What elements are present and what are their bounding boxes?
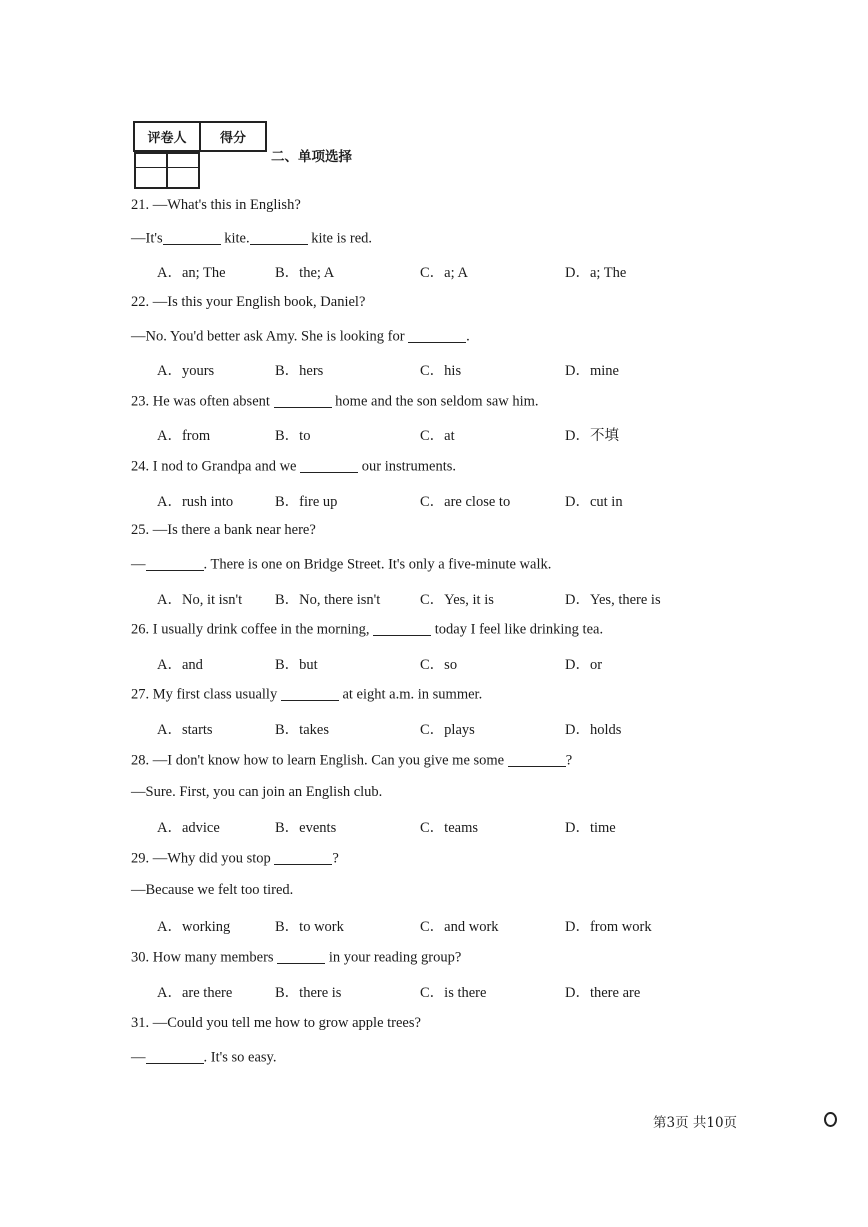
answer-blank bbox=[408, 327, 466, 343]
option-a: A．No, it isn't bbox=[157, 592, 243, 608]
option-c: C．his bbox=[420, 363, 462, 379]
option-c: C．so bbox=[420, 657, 458, 673]
score-label: 得分 bbox=[200, 122, 266, 151]
question-stem: 24. I nod to Grandpa and we our instruments. bbox=[131, 458, 456, 475]
option-b: B．events bbox=[275, 820, 337, 836]
option-d: D．mine bbox=[565, 363, 619, 379]
option-d: D．a; The bbox=[565, 265, 627, 281]
answer-blank bbox=[274, 392, 332, 408]
option-c: C．plays bbox=[420, 722, 475, 738]
page-number: 第3页 共10页 bbox=[653, 1115, 738, 1131]
option-a: A．yours bbox=[157, 363, 215, 379]
question-line: —Because we felt too tired. bbox=[131, 882, 294, 898]
option-d: D．Yes, there is bbox=[565, 592, 661, 608]
answer-blank bbox=[250, 229, 308, 245]
option-c: C．teams bbox=[420, 820, 478, 836]
option-c: C．and work bbox=[420, 919, 499, 935]
option-d: D．there are bbox=[565, 985, 641, 1001]
option-a: A．from bbox=[157, 428, 211, 444]
question-line: —It's kite. kite is red. bbox=[131, 230, 373, 247]
question-number: 25. bbox=[131, 522, 150, 538]
answer-blank bbox=[277, 948, 325, 964]
option-a: A．advice bbox=[157, 820, 220, 836]
question-stem: 26. I usually drink coffee in the morning, today I feel like drinking tea. bbox=[131, 621, 604, 638]
option-b: B．there is bbox=[275, 985, 342, 1001]
answer-blank bbox=[274, 849, 332, 865]
question-stem: 23. He was often absent home and the son seldom saw him. bbox=[131, 393, 539, 410]
question-number: 26. bbox=[131, 621, 150, 638]
question-line: —Sure. First, you can join an English club. bbox=[131, 784, 383, 800]
question-stem: 31. —Could you tell me how to grow apple trees? bbox=[131, 1015, 421, 1031]
option-a: A．working bbox=[157, 919, 231, 935]
option-b: B．No, there isn't bbox=[275, 592, 381, 608]
option-a: A．starts bbox=[157, 722, 213, 738]
question-line: —No. You'd better ask Amy. She is looking for . bbox=[131, 328, 470, 345]
option-d: D．不填 bbox=[565, 428, 619, 444]
answer-blank bbox=[163, 229, 221, 245]
question-number: 21. bbox=[131, 197, 150, 213]
question-stem: 29. —Why did you stop ? bbox=[131, 850, 339, 867]
answer-blank bbox=[508, 751, 566, 767]
answer-blank bbox=[281, 685, 339, 701]
question-stem: 25. —Is there a bank near here? bbox=[131, 522, 316, 538]
score-table bbox=[133, 121, 267, 171]
option-d: D．time bbox=[565, 820, 616, 836]
option-b: B．to work bbox=[275, 919, 344, 935]
question-number: 22. bbox=[131, 294, 150, 310]
option-a: A．rush into bbox=[157, 494, 234, 510]
question-number: 31. bbox=[131, 1015, 150, 1031]
question-line: — . It's so easy. bbox=[131, 1049, 277, 1066]
option-b: B．the; A bbox=[275, 265, 335, 281]
question-number: 24. bbox=[131, 458, 150, 475]
option-d: D．holds bbox=[565, 722, 622, 738]
question-number: 29. bbox=[131, 850, 150, 867]
question-number: 23. bbox=[131, 393, 150, 410]
option-b: B．to bbox=[275, 428, 311, 444]
option-c: C．at bbox=[420, 428, 455, 444]
option-b: B．fire up bbox=[275, 494, 338, 510]
option-c: C．are close to bbox=[420, 494, 511, 510]
option-b: B．but bbox=[275, 657, 318, 673]
question-number: 30. bbox=[131, 949, 150, 966]
answer-blank bbox=[146, 555, 204, 571]
question-stem: 27. My first class usually at eight a.m. in summer. bbox=[131, 686, 483, 703]
option-b: B．hers bbox=[275, 363, 324, 379]
option-a: A．are there bbox=[157, 985, 233, 1001]
option-d: D．or bbox=[565, 657, 603, 673]
question-stem: 28. —I don't know how to learn English. Can you give me some ? bbox=[131, 752, 573, 769]
question-stem: 30. How many members in your reading group? bbox=[131, 949, 462, 966]
grader-cell bbox=[135, 153, 167, 188]
answer-blank bbox=[300, 457, 358, 473]
question-line: — . There is one on Bridge Street. It's only a five-minute walk. bbox=[131, 556, 552, 573]
option-c: C．Yes, it is bbox=[420, 592, 494, 608]
option-a: A．and bbox=[157, 657, 203, 673]
answer-blank bbox=[373, 620, 431, 636]
section-title: 二、单项选择 bbox=[271, 149, 352, 165]
question-stem: 21. —What's this in English? bbox=[131, 197, 301, 213]
question-stem: 22. —Is this your English book, Daniel? bbox=[131, 294, 366, 310]
option-a: A．an; The bbox=[157, 265, 226, 281]
answer-blank bbox=[146, 1048, 204, 1064]
option-c: C．is there bbox=[420, 985, 487, 1001]
option-b: B．takes bbox=[275, 722, 329, 738]
option-d: D．cut in bbox=[565, 494, 623, 510]
score-cell bbox=[167, 153, 199, 188]
grader-label: 评卷人 bbox=[134, 122, 200, 151]
question-number: 27. bbox=[131, 686, 150, 703]
question-number: 28. bbox=[131, 752, 150, 769]
option-c: C．a; A bbox=[420, 265, 468, 281]
option-d: D．from work bbox=[565, 919, 652, 935]
circle-mark bbox=[824, 1112, 837, 1127]
